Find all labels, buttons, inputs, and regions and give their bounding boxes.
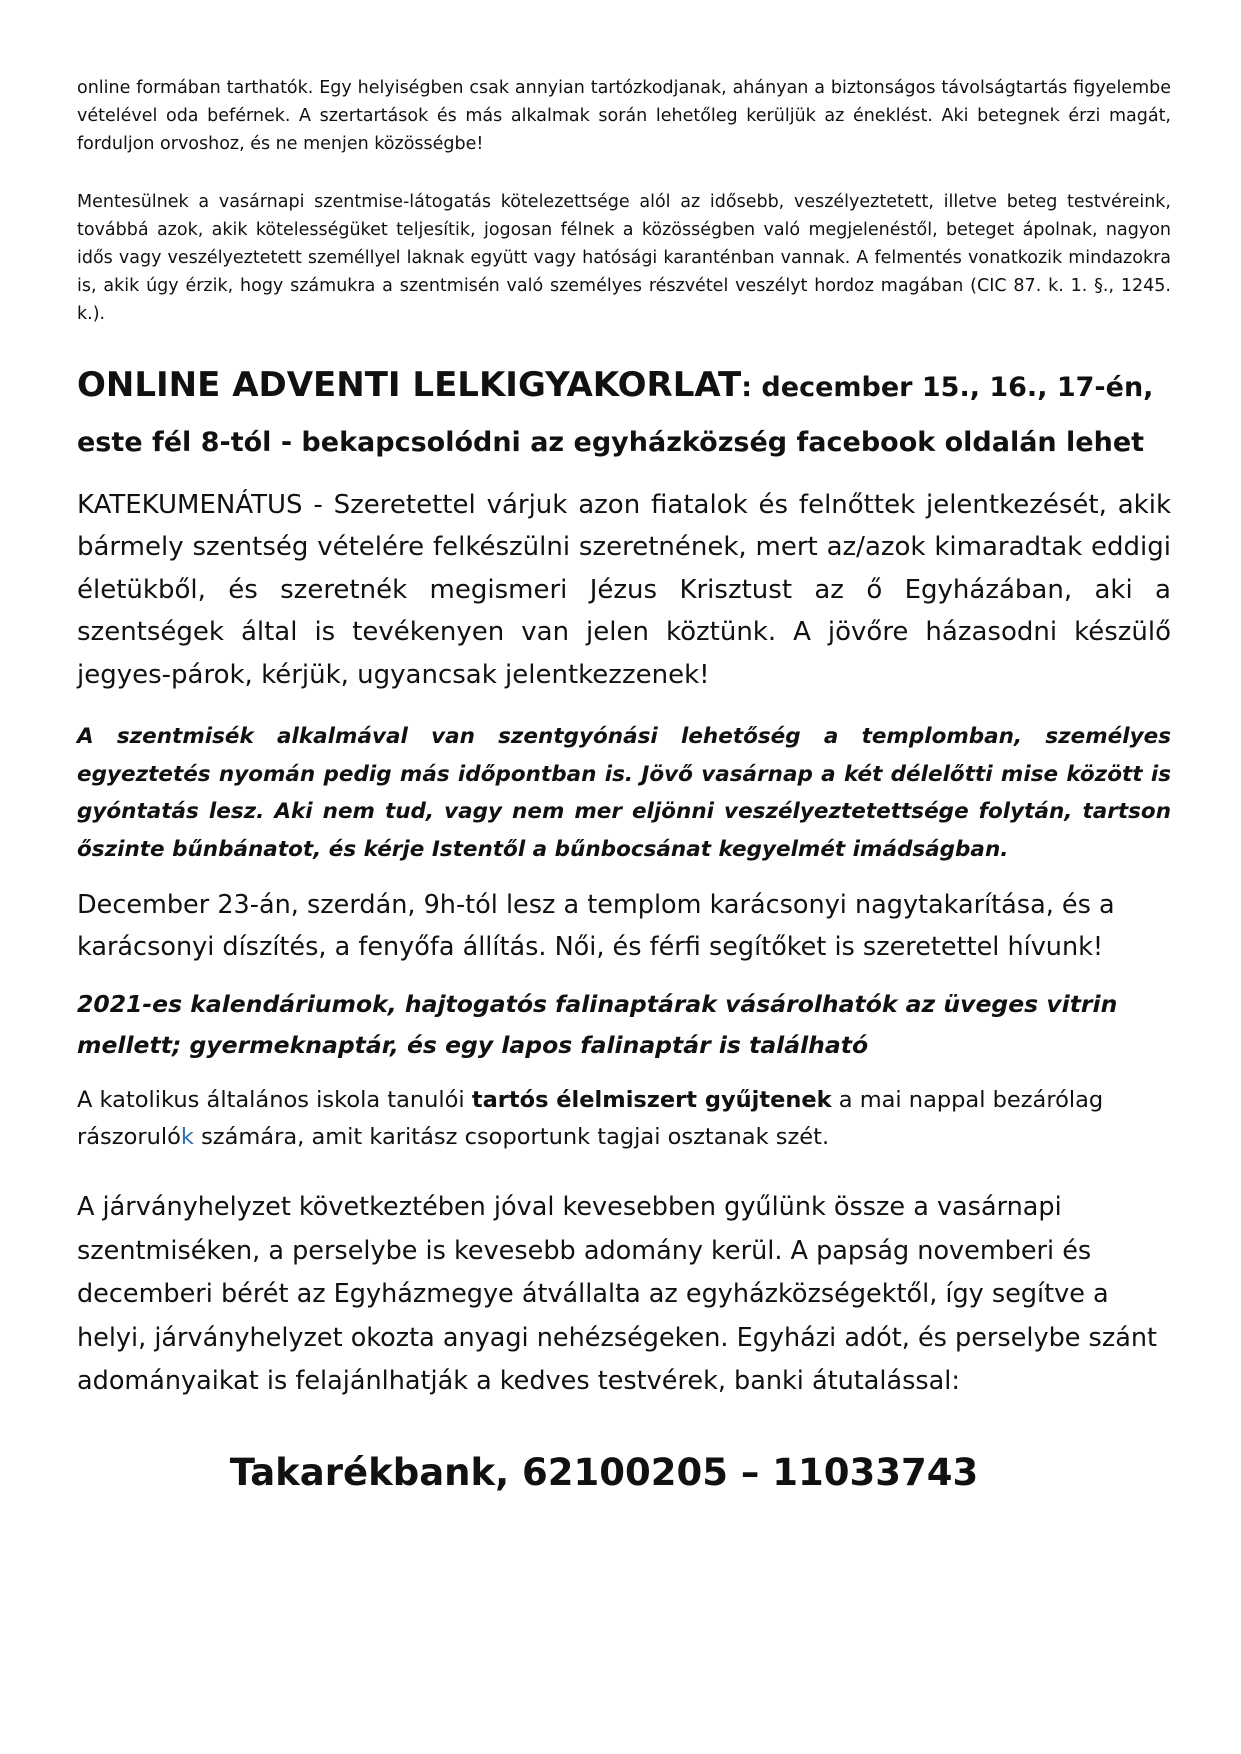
school-text-bold: tartós élelmiszert gyűjtenek — [471, 1087, 832, 1114]
confession-paragraph: A szentmisék alkalmával van szentgyónási lehetőség a templomban, személyes egyeztetés nyomán pedig más időpontban is. Jövő vasárnap a két délelőtti mise között is gyóntatás lesz. Aki nem tud, vagy nem mer eljönni veszélyeztetettsége folytán, tartson őszinte bűnbánatot, és kérje Istentől a bűnbocsánat kegyelmét imádságban. — [77, 724, 1171, 862]
school-text-3: ó — [167, 1124, 181, 1151]
intro-paragraph-1: online formában tarthatók. Egy helyiségben csak annyian tartózkodjanak, ahányan a biztonságos távolságtartás figyelembe vételével oda beférnek. A szertartások és más alkalmak során lehetőleg kerüljük az éneklést. Aki betegnek érzi magát, forduljon orvoshoz, és ne menjen közösségbe! — [77, 78, 1171, 155]
pandemic-donation-paragraph: A járványhelyzet következtében jóval kevesebben gyűlünk össze a vasárnapi szentmiséken, a perselybe is kevesebb adomány kerül. A papság novemberi és decemberi bérét az Egyházmegye átvállalta az egyházközségektől, így segítve a helyi, járványhelyzet okozta anyagi nehézségeken. Egyházi adót, és perselybe szánt adományaikat is felajánlhatják a kedves testvérek, banki átutalással: — [77, 1192, 1158, 1397]
school-text-2: a mai nappal bezárólag rászorul — [77, 1087, 1104, 1151]
online-retreat-details: este fél 8-tól - bekapcsolódni az egyházközség facebook oldalán lehet — [77, 426, 1145, 458]
document-page — [77, 74, 1171, 1498]
school-collection-paragraph — [77, 1082, 1171, 1156]
cleaning-paragraph: December 23-án, szerdán, 9h-tól lesz a templom karácsonyi nagytakarítása, és a karácsonyi díszítés, a fenyőfa állítás. Női, és férfi segítőket is szeretettel hívunk! — [77, 890, 1115, 963]
school-text-1: A katolikus általános iskola tanulói — [77, 1087, 472, 1114]
bank-account-line: Takarékbank, 62100205 – 11033743 — [229, 1450, 979, 1494]
online-retreat-title: ONLINE ADVENTI LELKIGYAKORLAT — [77, 364, 742, 405]
online-retreat-dates: : december 15., 16., 17-én, — [741, 371, 1154, 403]
calendars-paragraph: 2021-es kalendáriumok, hajtogatós falinaptárak vásárolhatók az üveges vitrin mellett; gyermeknaptár, és egy lapos falinaptár is található — [77, 990, 1118, 1060]
katekumenatus-paragraph: KATEKUMENÁTUS - Szeretettel várjuk azon fiatalok és felnőttek jelentkezését, akik bármely szentség vételére felkészülni szeretnének, mert az/azok kimaradtak eddigi életükből, és szeretnék megismeri Jézus Krisztust az ő Egyházában, aki a szentségek által is tevékenyen van jelen köztünk. A jövőre házasodni készülő jegyes-párok, kérjük, ugyancsak jelentkezzenek! — [77, 489, 1171, 690]
intro-paragraph-2: Mentesülnek a vasárnapi szentmise-látogatás kötelezettsége alól az idősebb, veszélyeztetett, illetve beteg testvéreink, továbbá azok, akik kötelességüket teljesítik, jogosan félnek a közösségben való megjelenéstől, beteget ápolnak, nagyon idős vagy veszélyeztetett személlyel laknak együtt vagy hatósági karanténban vannak. A felmentés vonatkozik mindazokra is, akik úgy érzik, hogy számukra a szentmisén való személyes részvétel veszélyt hordoz magában (CIC 87. k. 1. §., 1245. k.). — [77, 191, 1171, 325]
spacer — [77, 159, 1171, 188]
school-text-blue: k — [180, 1124, 194, 1151]
online-retreat-announcement — [77, 359, 1171, 472]
school-text-4: számára, amit karitász csoportunk tagjai osztanak szét. — [193, 1124, 830, 1151]
